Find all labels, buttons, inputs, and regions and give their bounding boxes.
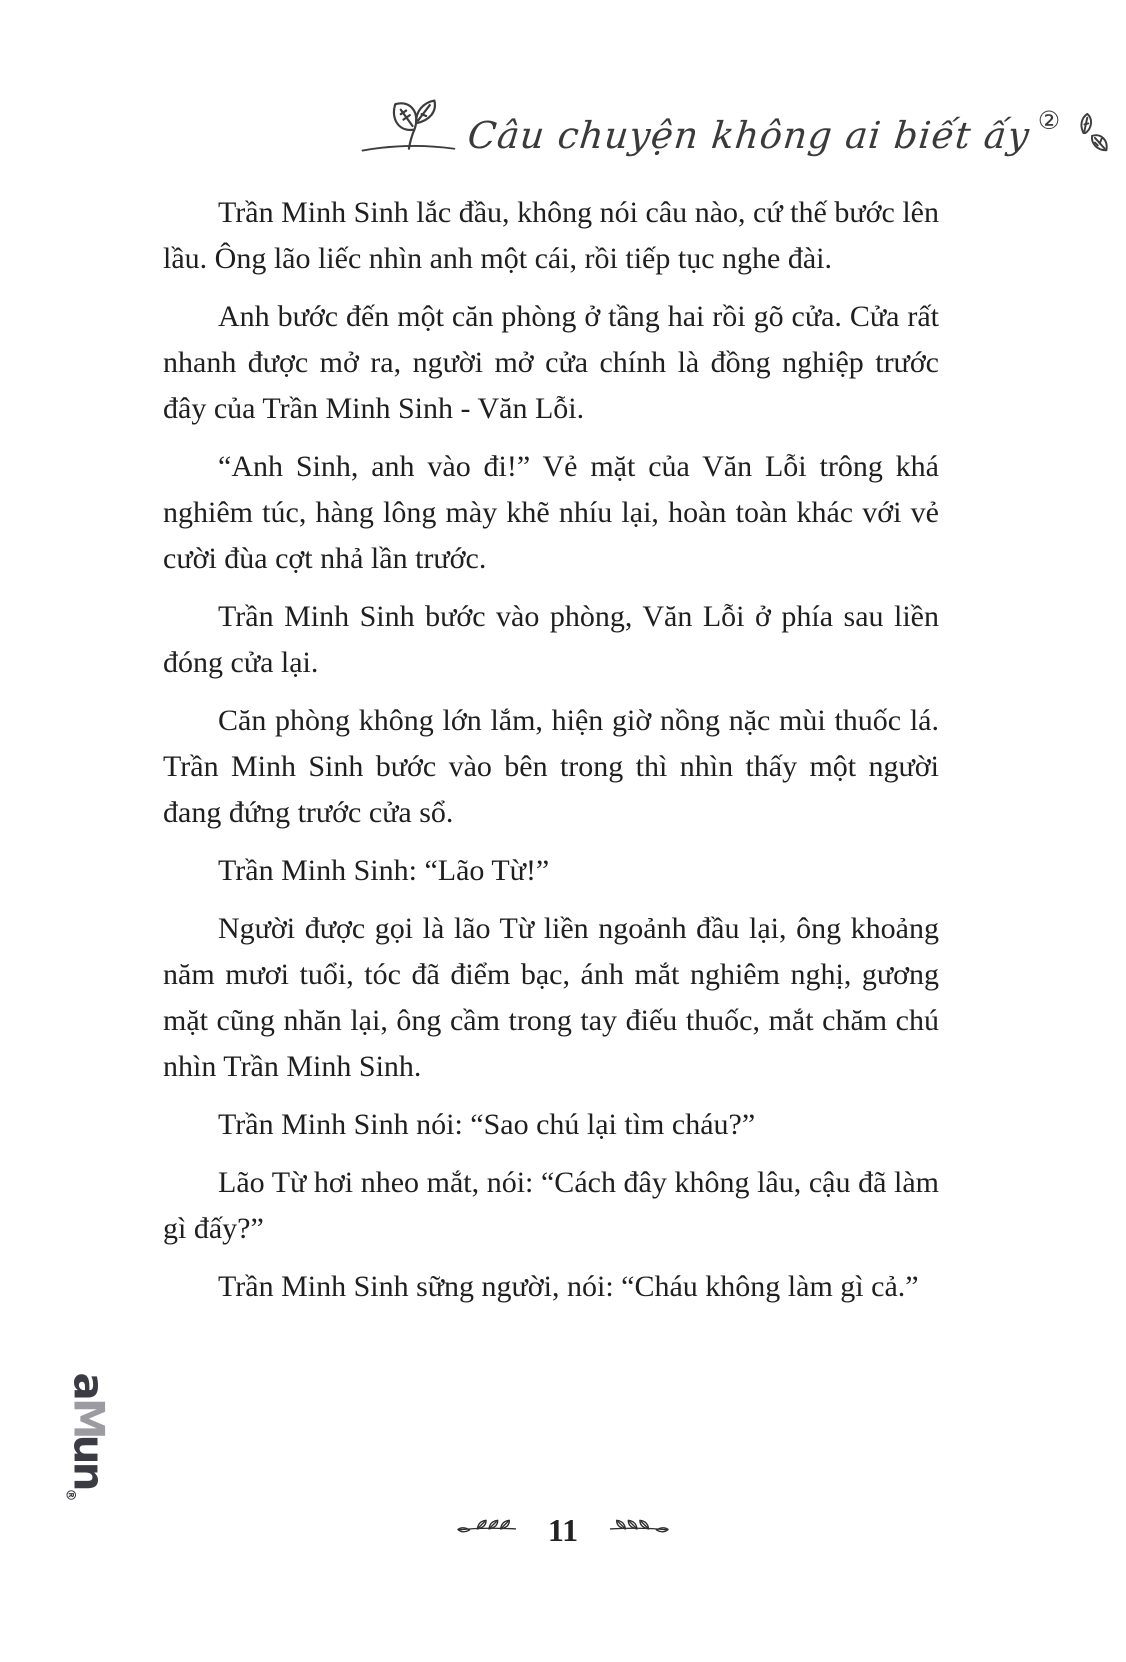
paragraph: Trần Minh Sinh: “Lão Từ!” <box>218 854 550 887</box>
registered-trademark-icon: ® <box>61 1488 77 1502</box>
volume-number-badge: ② <box>1037 106 1061 135</box>
leaf-branch-right-icon <box>608 1517 670 1544</box>
paragraph: Trần Minh Sinh lắc đầu, không nói câu nào, cứ thế bước lên lầu. Ông lão liếc nhìn anh một cái, rồi tiếp tục nghe đài. <box>163 196 939 275</box>
paragraph: “Anh Sinh, anh vào đi!” Vẻ mặt của Văn Lỗi trông khá nghiêm túc, hàng lông mày khẽ nhíu lại, hoàn toàn khác với vẻ cười đùa cợt nhả lần trước. <box>163 450 939 575</box>
page-body <box>163 190 939 1322</box>
leaf-branch-left-icon <box>456 1517 518 1544</box>
chapter-title: Câu chuyện không ai biết ấy <box>465 114 1032 157</box>
paragraph: Trần Minh Sinh bước vào phòng, Văn Lỗi ở phía sau liền đóng cửa lại. <box>163 600 939 679</box>
sprout-leaves-icon <box>358 92 458 165</box>
logo-letter-m: M <box>63 1397 113 1435</box>
logo-letter-a: a <box>63 1372 113 1398</box>
publisher-logo <box>16 1372 156 1502</box>
chapter-header <box>358 92 1116 165</box>
logo-letters-un: un <box>63 1434 113 1489</box>
paragraph: Lão Từ hơi nheo mắt, nói: “Cách đây không lâu, cậu đã làm gì đấy?” <box>163 1166 939 1245</box>
paragraph: Trần Minh Sinh sững người, nói: “Cháu không làm gì cả.” <box>218 1270 919 1303</box>
chapter-title-wrap <box>465 106 1061 157</box>
page-footer <box>0 1512 1126 1549</box>
paragraph: Anh bước đến một căn phòng ở tầng hai rồi gõ cửa. Cửa rất nhanh được mở ra, người mở cửa chính là đồng nghiệp trước đây của Trần Minh Sinh - Văn Lỗi. <box>163 300 939 425</box>
paragraph: Trần Minh Sinh nói: “Sao chú lại tìm cháu?” <box>218 1108 756 1141</box>
publisher-logo-text <box>61 1372 113 1502</box>
page-number: 11 <box>547 1512 579 1548</box>
paragraph: Người được gọi là lão Từ liền ngoảnh đầu lại, ông khoảng năm mươi tuổi, tóc đã điểm bạc, ánh mắt nghiêm nghị, gương mặt cũng nhăn lại, ông cầm trong tay điếu thuốc, mắt chăm chú nhìn Trần Minh Sinh. <box>163 912 939 1083</box>
paragraph: Căn phòng không lớn lắm, hiện giờ nồng nặc mùi thuốc lá. Trần Minh Sinh bước vào bên trong thì nhìn thấy một người đang đứng trước cửa sổ. <box>163 704 939 829</box>
two-leaves-icon <box>1070 112 1116 161</box>
